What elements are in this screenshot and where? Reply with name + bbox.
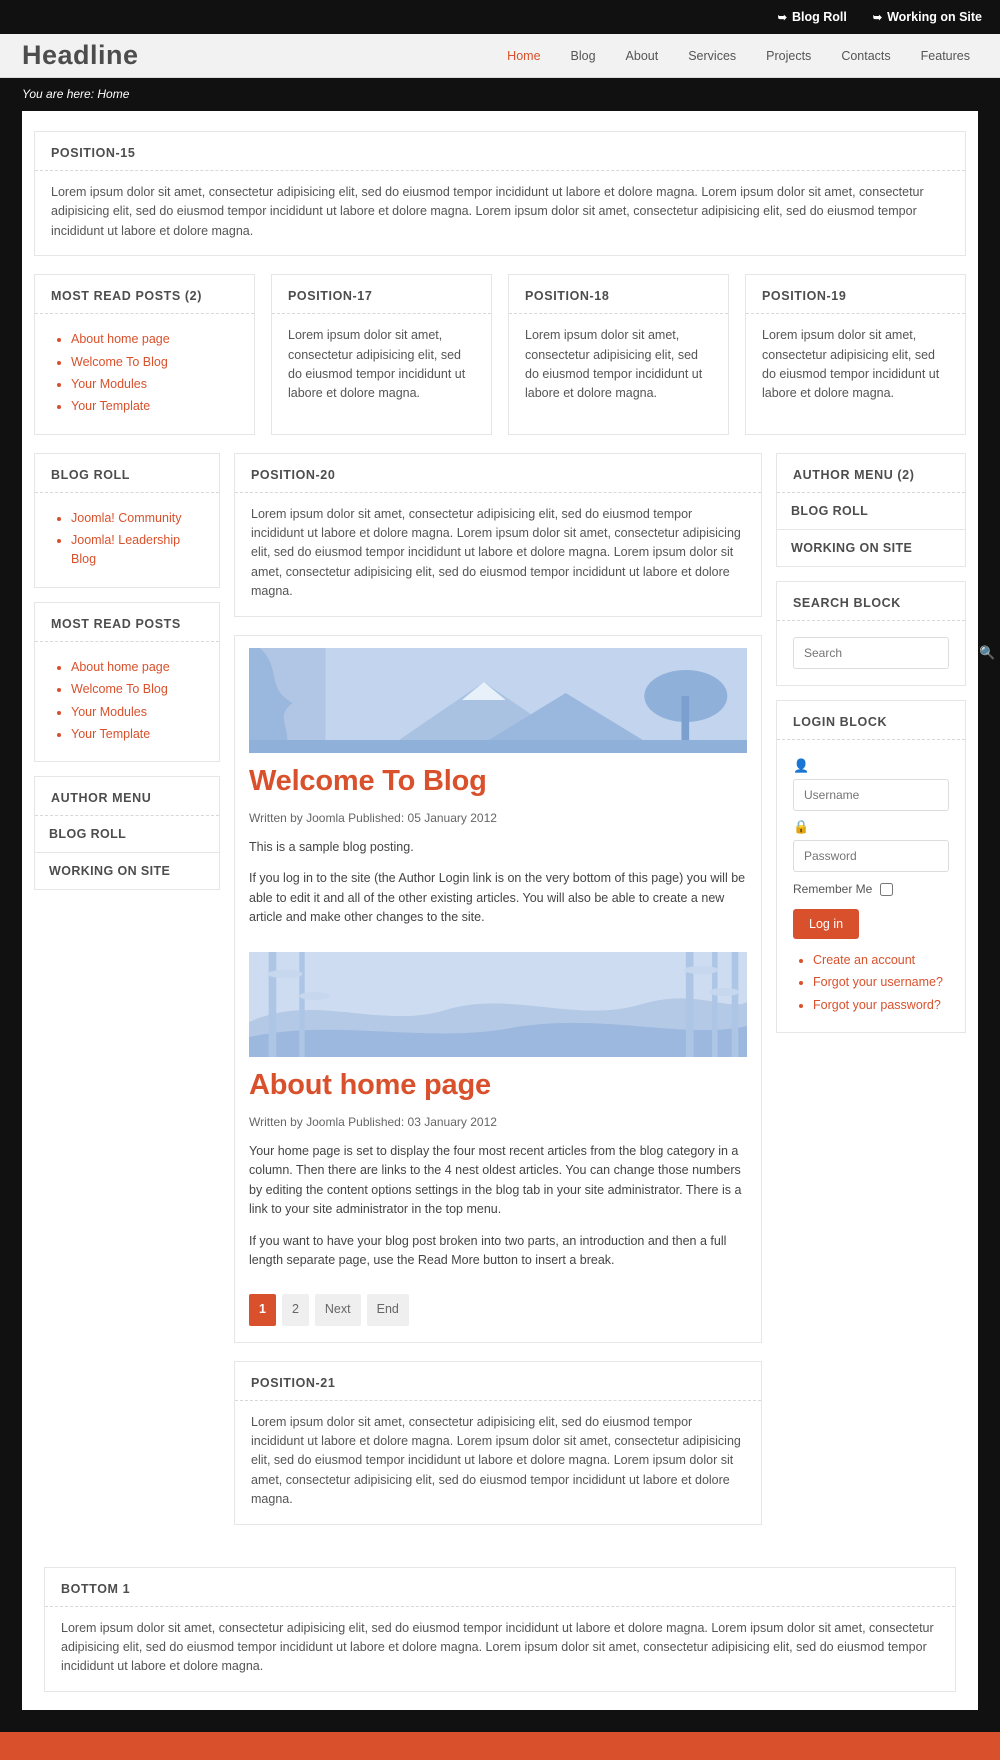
topbar-link-label: Blog Roll: [792, 10, 847, 24]
module-text: Lorem ipsum dolor sit amet, consectetur adipisicing elit, sed do eiusmod tempor incididunt ut labore et dolore magna.: [525, 328, 703, 401]
create-account-link[interactable]: Create an account: [813, 952, 916, 967]
three-column-layout: [34, 453, 996, 1543]
author-menu-list: [35, 816, 219, 889]
module-body: [45, 1607, 955, 1691]
module-blog-roll: [34, 453, 220, 588]
site-logo[interactable]: Headline: [22, 40, 139, 70]
left-sidebar: [34, 453, 220, 905]
right-sidebar: [776, 453, 996, 1047]
article-body: [249, 1142, 747, 1270]
menu-item[interactable]: [35, 816, 219, 853]
arrow-right-icon: ➥: [872, 11, 883, 24]
article-paragraph: This is a sample blog posting.: [249, 840, 414, 855]
module-body: [235, 1401, 761, 1524]
list-item-link[interactable]: About home page: [71, 659, 170, 674]
module-title: MOST READ POSTS (2): [35, 275, 254, 314]
module-position-15: [34, 131, 966, 256]
module-body: [509, 314, 728, 418]
module-position-18: [508, 274, 729, 435]
pagination-page-2[interactable]: 2: [282, 1294, 309, 1325]
article-meta: Written by Joomla Published: 03 January 2012: [249, 1115, 497, 1130]
article-meta: Written by Joomla Published: 05 January 2012: [249, 811, 497, 826]
article-title[interactable]: Welcome To Blog: [249, 764, 487, 797]
author-menu-list: [777, 493, 965, 566]
module-title: POSITION-18: [509, 275, 728, 314]
nav-item-features[interactable]: Features: [920, 48, 970, 63]
list-item-link[interactable]: Your Modules: [71, 704, 147, 719]
menu-item[interactable]: [777, 493, 965, 530]
article-body: [249, 838, 747, 928]
menu-item[interactable]: [35, 853, 219, 889]
page-bottom-spacer: [34, 1692, 966, 1710]
list-item[interactable]: [71, 703, 203, 722]
most-read-list: [51, 658, 203, 745]
module-body: [777, 740, 965, 1032]
module-text: Lorem ipsum dolor sit amet, consectetur adipisicing elit, sed do eiusmod tempor incididunt ut labore et dolore magna. Lorem ipsum dolor sit amet, consectetur adipisicing elit, sed do eiusmod tempor incididunt ut labore et dolore magna. Lorem ipsum dolor sit amet, consectetur adipisicing elit, sed do eiusmod tempor incididunt ut labore et dolore magna.: [251, 506, 741, 599]
module-body: [35, 642, 219, 762]
forgot-password-link[interactable]: Forgot your password?: [813, 997, 941, 1012]
list-item[interactable]: [813, 973, 949, 992]
module-text: Lorem ipsum dolor sit amet, consectetur adipisicing elit, sed do eiusmod tempor incididunt ut labore et dolore magna. Lorem ipsum dolor sit amet, consectetur adipisicing elit, sed do eiusmod tempor incididunt ut labore et dolore magna. Lorem ipsum dolor sit amet, consectetur adipisicing elit, sed do eiusmod tempor incididunt ut labore et dolore magna.: [251, 1414, 741, 1507]
nav-item-about[interactable]: About: [625, 48, 659, 63]
menu-item-blog-roll[interactable]: BLOG ROLL: [791, 503, 869, 518]
blog-article-list: [234, 635, 762, 1343]
article-about-home-page: [249, 952, 747, 1279]
blog-roll-list: [51, 509, 203, 570]
topbar-link-blog-roll[interactable]: [778, 10, 847, 24]
module-author-menu: [34, 776, 220, 890]
module-body: [746, 314, 965, 418]
module-body: [272, 314, 491, 418]
module-title: POSITION-20: [235, 454, 761, 493]
module-login-block: [776, 700, 966, 1033]
password-input[interactable]: [793, 840, 949, 872]
module-title: AUTHOR MENU: [35, 777, 219, 816]
module-title: BOTTOM 1: [45, 1568, 955, 1607]
main-content: [234, 453, 762, 1543]
article-welcome-to-blog: [249, 648, 747, 936]
list-item-link[interactable]: Your Template: [71, 726, 151, 741]
module-most-read-posts-2: [34, 274, 255, 435]
module-title: POSITION-19: [746, 275, 965, 314]
pagination-next[interactable]: Next: [315, 1294, 361, 1325]
main-navigation: [495, 43, 982, 69]
module-text: Lorem ipsum dolor sit amet, consectetur adipisicing elit, sed do eiusmod tempor incididunt ut labore et dolore magna. Lorem ipsum dolor sit amet, consectetur adipisicing elit, sed do eiusmod tempor incididunt ut labore et dolore magna. Lorem ipsum dolor sit amet, consectetur adipisicing elit, sed do eiusmod tempor incididunt ut labore et dolore magna.: [61, 1620, 934, 1674]
bamboo-forest-illustration-image: [249, 952, 747, 1057]
module-text: Lorem ipsum dolor sit amet, consectetur adipisicing elit, sed do eiusmod tempor incididunt ut labore et dolore magna. Lorem ipsum dolor sit amet, consectetur adipisicing elit, sed do eiusmod tempor incididunt ut labore et dolore magna. Lorem ipsum dolor sit amet, consectetur adipisicing elit, sed do eiusmod tempor incididunt ut labore et dolore magna.: [51, 185, 924, 238]
login-help-links: [793, 951, 949, 1015]
arrow-right-icon: ➥: [777, 11, 787, 24]
page-content: [22, 111, 996, 1710]
article-paragraph: If you log in to the site (the Author Login link is on the very bottom of this page) you will be able to edit it and all of the other existing articles. You will also be able to create a new article and make other changes to the site.: [249, 871, 746, 925]
module-title: LOGIN BLOCK: [777, 701, 965, 740]
list-item-link[interactable]: Welcome To Blog: [71, 682, 168, 697]
module-body: [777, 621, 996, 685]
pagination-end[interactable]: End: [367, 1294, 409, 1325]
list-item-link[interactable]: Joomla! Leadership Blog: [71, 533, 181, 567]
module-author-menu-2: [776, 453, 966, 567]
nav-item-services[interactable]: Services: [688, 48, 737, 63]
module-title: AUTHOR MENU (2): [777, 454, 965, 493]
cherry-blossom-mountain-illustration-image: [249, 648, 747, 753]
breadcrumb: You are here: Home: [0, 78, 1000, 111]
most-read-list: [51, 330, 238, 417]
search-icon[interactable]: 🔍: [979, 644, 996, 660]
module-text: Lorem ipsum dolor sit amet, consectetur adipisicing elit, sed do eiusmod tempor incididunt ut labore et dolore magna.: [762, 328, 940, 401]
list-item[interactable]: [813, 996, 949, 1015]
list-item[interactable]: [71, 725, 203, 744]
nav-item-contacts[interactable]: Contacts: [841, 48, 891, 63]
article-paragraph: If you want to have your blog post broken into two parts, an introduction and then a full length separate page, use the Read More button to insert a break.: [249, 1233, 727, 1267]
list-item[interactable]: [813, 951, 949, 970]
module-position-19: [745, 274, 966, 435]
module-position-17: [271, 274, 492, 435]
nav-item-projects[interactable]: Projects: [766, 48, 812, 63]
module-title: POSITION-21: [235, 1362, 761, 1401]
module-body: [235, 493, 761, 616]
topbar-link-working-on-site[interactable]: [873, 10, 982, 24]
menu-item-working-on-site[interactable]: WORKING ON SITE: [791, 540, 913, 555]
search-input[interactable]: [794, 638, 969, 668]
lock-icon: 🔒: [793, 818, 810, 834]
module-title: POSITION-17: [272, 275, 491, 314]
footer-accent-bar: [0, 1732, 1000, 1760]
list-item[interactable]: [71, 375, 238, 394]
module-position-20: [234, 453, 762, 617]
login-button[interactable]: Log in: [793, 909, 859, 939]
topbar-link-label: Working on Site: [887, 10, 982, 24]
article-title[interactable]: About home page: [249, 1068, 491, 1101]
list-item[interactable]: [71, 330, 238, 349]
list-item-link[interactable]: Joomla! Community: [71, 510, 182, 525]
user-icon: 👤: [793, 757, 810, 773]
list-item-link[interactable]: Your Template: [71, 399, 151, 414]
search-field-wrapper[interactable]: [793, 637, 996, 669]
article-paragraph: Your home page is set to display the four most recent articles from the blog category in a column. Then there are links to the 4 nest oldest articles. You can change those numbers by editing the content options settings in the blog tab in your site administrator. There is a link to your site administrator in the top menu.: [249, 1144, 742, 1217]
pagination: [249, 1294, 747, 1325]
list-item-link[interactable]: About home page: [71, 332, 170, 347]
remember-me-row[interactable]: [793, 880, 949, 899]
site-header: [0, 34, 1000, 78]
module-search-block: [776, 581, 996, 686]
list-item[interactable]: [71, 531, 203, 570]
list-item[interactable]: [71, 353, 238, 372]
list-item-link[interactable]: Your Modules: [71, 376, 147, 391]
username-input[interactable]: [793, 779, 949, 811]
module-body: [35, 171, 965, 255]
top-utility-bar: [0, 0, 1000, 34]
menu-item-blog-roll[interactable]: BLOG ROLL: [49, 827, 127, 842]
list-item[interactable]: [71, 509, 203, 528]
module-body: [35, 314, 254, 434]
module-text: Lorem ipsum dolor sit amet, consectetur adipisicing elit, sed do eiusmod tempor incididunt ut labore et dolore magna.: [288, 328, 466, 401]
list-item[interactable]: [71, 680, 203, 699]
forgot-username-link[interactable]: Forgot your username?: [813, 975, 943, 990]
module-row-four: [34, 274, 966, 435]
pagination-page-1[interactable]: 1: [249, 1294, 276, 1325]
list-item[interactable]: [71, 397, 238, 416]
menu-item[interactable]: [777, 530, 965, 566]
module-position-21: [234, 1361, 762, 1525]
module-title: BLOG ROLL: [35, 454, 219, 493]
nav-item-blog[interactable]: Blog: [570, 48, 596, 63]
module-body: [35, 493, 219, 587]
list-item-link[interactable]: Welcome To Blog: [71, 354, 168, 369]
remember-me-label: Remember Me: [793, 882, 873, 897]
remember-me-checkbox[interactable]: [880, 883, 893, 896]
module-title: MOST READ POSTS: [35, 603, 219, 642]
module-bottom-1: [44, 1567, 956, 1692]
module-most-read-posts: [34, 602, 220, 763]
module-title: POSITION-15: [35, 132, 965, 171]
menu-item-working-on-site[interactable]: WORKING ON SITE: [49, 864, 171, 879]
module-title: SEARCH BLOCK: [777, 582, 965, 621]
list-item[interactable]: [71, 658, 203, 677]
nav-item-home[interactable]: Home: [507, 48, 541, 63]
